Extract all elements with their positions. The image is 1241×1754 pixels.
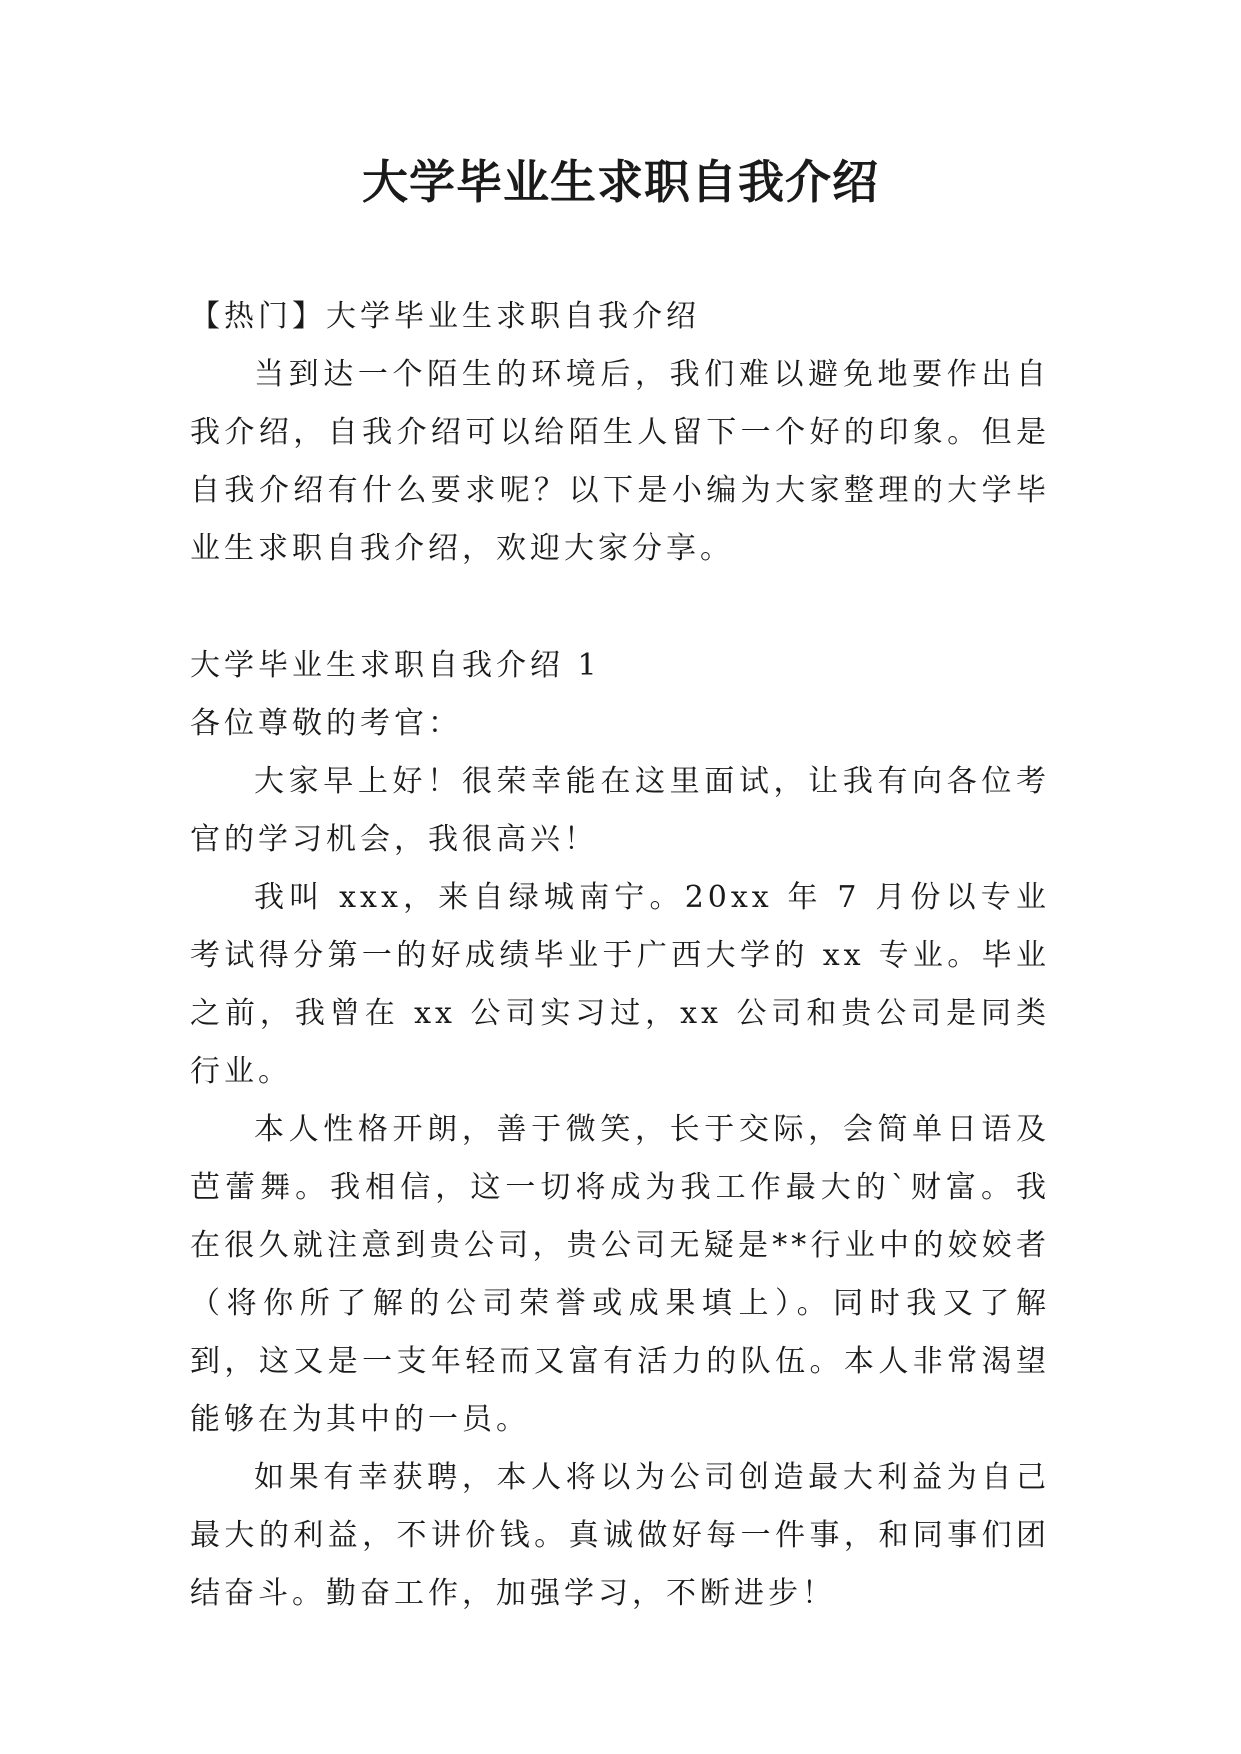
body-paragraph: 本人性格开朗，善于微笑，长于交际，会简单日语及芭蕾舞。我相信，这一切将成为我工作最大的`财富。我在很久就注意到贵公司，贵公司无疑是**行业中的姣姣者（将你所了解的公司荣誉或成果填上）。同时我又了解到，这又是一支年轻而又富有活力的队伍。本人非常渴望能够在为其中的一员。 — [190, 1112, 1050, 1437]
body-paragraph: 如果有幸获聘，本人将以为公司创造最大利益为自己最大的利益，不讲价钱。真诚做好每一件事，和同事们团结奋斗。勤奋工作，加强学习，不断进步！ — [190, 1460, 1050, 1611]
section-heading: 大学毕业生求职自我介绍 1 — [190, 648, 601, 683]
intro-paragraph: 当到达一个陌生的环境后，我们难以避免地要作出自我介绍，自我介绍可以给陌生人留下一个好的印象。但是自我介绍有什么要求呢？以下是小编为大家整理的大学毕业生求职自我介绍，欢迎大家分享。 — [190, 357, 1050, 566]
salutation: 各位尊敬的考官： — [190, 706, 462, 741]
body-paragraph: 大家早上好！很荣幸能在这里面试，让我有向各位考官的学习机会，我很高兴！ — [190, 764, 1050, 857]
lead-tag: 【热门】大学毕业生求职自我介绍 — [190, 299, 700, 334]
body-paragraph: 我叫 xxx，来自绿城南宁。20xx 年 7 月份以专业考试得分第一的好成绩毕业于广西大学的 xx 专业。毕业之前，我曾在 xx 公司实习过，xx 公司和贵公司是同类行业。 — [190, 880, 1050, 1089]
section-block — [190, 637, 1050, 1623]
document-title: 大学毕业生求职自我介绍 — [362, 155, 879, 209]
intro-block — [190, 288, 1050, 578]
